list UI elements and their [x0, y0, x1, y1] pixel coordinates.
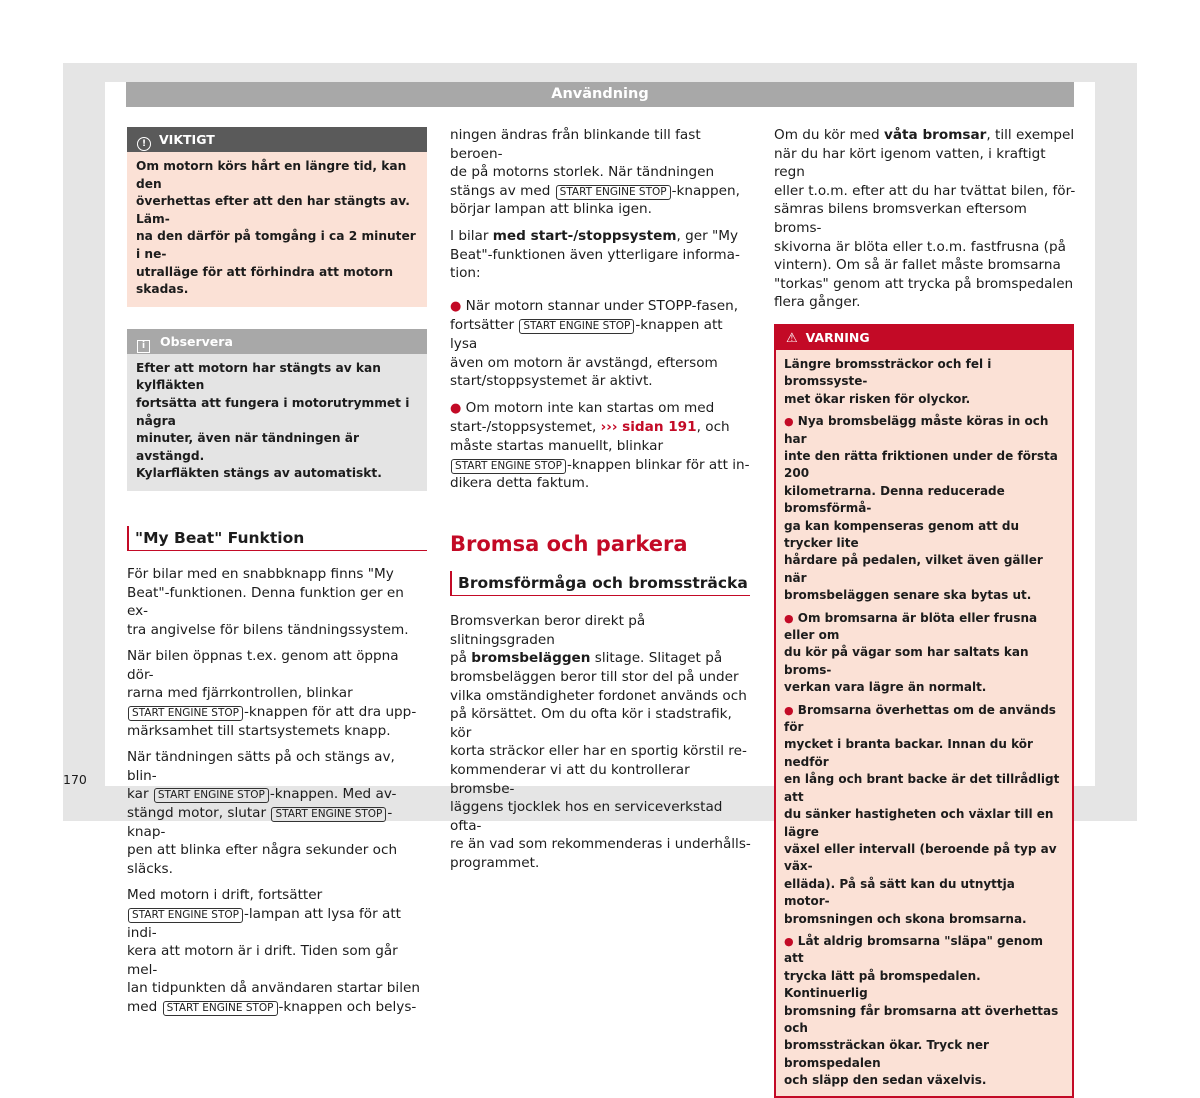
- text-line: kommenderar vi att du kontrollerar bromsbe-: [450, 762, 690, 797]
- text-line: -knap-: [127, 805, 393, 840]
- col2-paragraph-3: [450, 612, 752, 872]
- text-line: korta sträckor eller har en sportig körstil re-: [450, 743, 747, 760]
- text-line: När bilen öppnas t.ex. genom att öppna dör-: [127, 648, 399, 683]
- start-engine-stop-key: START ENGINE STOP: [163, 1001, 278, 1016]
- text-line: börjar lampan att blinka igen.: [450, 201, 652, 218]
- varning-bullet-3: [784, 702, 1064, 928]
- bullet-icon: ●: [784, 611, 794, 625]
- text-line: stängs av med: [450, 182, 551, 199]
- text-line: utralläge för att förhindra att motorn skadas.: [136, 264, 394, 297]
- start-engine-stop-key: START ENGINE STOP: [271, 807, 386, 822]
- exclamation-circle-icon: !: [137, 137, 151, 151]
- bullet-icon: ●: [784, 934, 794, 948]
- text-line: , och: [696, 419, 730, 436]
- mybeat-paragraph-2: [127, 647, 427, 740]
- observera-text: [127, 354, 427, 491]
- text-line: tra angivelse för bilens tändningssystem.: [127, 621, 409, 638]
- info-icon: i: [137, 340, 150, 353]
- text-line: met ökar risken för olyckor.: [784, 391, 971, 406]
- text-line: de på motorns storlek. När tändningen: [450, 164, 715, 181]
- text-line: re än vad som rekommenderas i underhålls-: [450, 836, 751, 853]
- text-line: programmet.: [450, 855, 540, 871]
- text-line: släcks.: [127, 860, 173, 877]
- viktigt-header: [127, 127, 427, 152]
- text-line: fortsätter: [450, 317, 515, 334]
- text-line: start/stoppsystemet är aktivt.: [450, 373, 653, 390]
- bold-text: med start-/stoppsystem: [492, 227, 677, 244]
- start-engine-stop-key: START ENGINE STOP: [519, 319, 634, 334]
- text-line: vilka omständigheter fordonet används och: [450, 687, 747, 704]
- start-engine-stop-key: START ENGINE STOP: [556, 185, 671, 200]
- text-line: I bilar: [450, 227, 493, 244]
- text-line: ningen ändras från blinkande till fast beroen-: [450, 127, 701, 162]
- varning-title: VARNING: [805, 329, 870, 345]
- text-line: Efter att motorn har stängts av kan kylfläkten: [136, 360, 381, 393]
- text-line: inte den rätta friktionen under de första 200: [784, 448, 1058, 481]
- text-line: eller t.o.m. efter att du har tvättat bilen, för-: [774, 182, 1076, 199]
- text-line: dikera detta faktum.: [450, 475, 590, 492]
- varning-header: [776, 326, 1072, 350]
- text-line: , till exempel: [986, 127, 1075, 143]
- text-line: -knappen. Med av-: [269, 786, 397, 803]
- bullet-icon: ●: [784, 415, 794, 429]
- text-line: , ger "My: [676, 227, 739, 244]
- varning-intro: [784, 356, 1064, 408]
- section-header-bar: [126, 82, 1074, 107]
- start-engine-stop-key: START ENGINE STOP: [451, 459, 566, 474]
- text-line: sämras bilens bromsverkan eftersom broms-: [774, 201, 1027, 236]
- col2-bullet-1: [450, 297, 752, 391]
- text-line: pen att blinka efter några sekunder och: [127, 842, 398, 859]
- text-line: och släpp den sedan växelvis.: [784, 1073, 987, 1088]
- varning-bullet-2: [784, 610, 1064, 697]
- text-line: fortsätta att fungera i motorutrymmet i några: [136, 395, 410, 428]
- text-line: na den därför på tomgång i ca 2 minuter i ne-: [136, 229, 416, 261]
- text-line: -knappen att lysa: [450, 317, 723, 352]
- text-line: kar: [127, 786, 149, 803]
- text-line: skivorna är blöta eller t.o.m. fastfrusna (på: [774, 238, 1066, 255]
- text-line: -knappen för att dra upp-: [243, 704, 417, 721]
- text-line: du kör på vägar som har saltats kan broms-: [784, 645, 1029, 677]
- text-line: måste startas manuellt, blinkar: [450, 437, 664, 454]
- column-3: [774, 126, 1076, 1098]
- page-number: 170: [63, 772, 87, 787]
- bullet-icon: ●: [450, 298, 462, 314]
- text-line: på körsättet. Om du ofta kör i stadstrafik, kör: [450, 706, 732, 741]
- text-line: slitage. Slitaget på: [590, 650, 723, 667]
- text-line: För bilar med en snabbknapp finns "My: [127, 565, 394, 582]
- text-line: -knappen blinkar för att in-: [566, 456, 750, 473]
- text-line: Beat"-funktionen. Denna funktion ger en ex-: [127, 584, 404, 620]
- text-line: på: [450, 650, 472, 667]
- text-line: verkan vara lägre än normalt.: [784, 680, 987, 695]
- text-line: rarna med fjärrkontrollen, blinkar: [127, 685, 353, 702]
- mybeat-heading: "My Beat" Funktion: [127, 526, 427, 551]
- text-line: -knappen,: [671, 182, 740, 199]
- chapter-title: Bromsa och parkera: [450, 531, 688, 556]
- text-line: Om motorn inte kan startas om med: [465, 399, 715, 416]
- text-line: när du har kört igenom vatten, i kraftigt regn: [774, 145, 1046, 181]
- text-line: hårdare på pedalen, vilket även gäller när: [784, 553, 1043, 585]
- text-line: du sänker hastigheten och växlar till en lägre: [784, 807, 1054, 839]
- text-line: bromssträckan ökar. Tryck ner bromspedalen: [784, 1038, 989, 1070]
- text-line: Kylarfläkten stängs av automatiskt.: [136, 466, 382, 481]
- text-line: överhettas efter att den har stängts av. Läm-: [136, 194, 410, 226]
- text-line: tion:: [450, 265, 481, 282]
- text-line: När tändningen sätts på och stängs av, blin-: [127, 749, 395, 784]
- varning-text: [776, 350, 1072, 1096]
- bullet-icon: ●: [450, 400, 462, 416]
- text-line: -knappen och belys-: [278, 998, 417, 1015]
- observera-header: [127, 329, 427, 354]
- text-line: vintern). Om så är fallet måste bromsarna: [774, 257, 1061, 274]
- col3-paragraph: [774, 126, 1076, 312]
- page-reference-link[interactable]: ››› sidan 191: [600, 419, 697, 436]
- mybeat-paragraph-4: [127, 886, 427, 1016]
- text-line: Bromsverkan beror direkt på slitningsgraden: [450, 613, 646, 648]
- col2-paragraph-1: [450, 126, 752, 219]
- warning-triangle-icon: ⚠: [786, 330, 798, 346]
- varning-box: [774, 324, 1074, 1098]
- text-line: Om bromsarna är blöta eller frusna eller om: [784, 610, 1038, 643]
- column-2: [450, 126, 752, 881]
- text-line: mycket i branta backar. Innan du kör nedför: [784, 737, 1033, 769]
- col2-paragraph-2: [450, 227, 752, 283]
- text-line: bromsbeläggen senare ska bytas ut.: [784, 588, 1032, 603]
- start-engine-stop-key: START ENGINE STOP: [154, 788, 269, 803]
- text-line: växel eller intervall (beroende på typ av väx-: [784, 841, 1057, 874]
- mybeat-paragraph-3: [127, 748, 427, 878]
- text-line: Om du kör med: [774, 127, 884, 143]
- bold-text: våta bromsar: [884, 127, 987, 143]
- text-line: en lång och brant backe är det tillrådligt att: [784, 772, 1060, 804]
- bullet-icon: ●: [784, 703, 794, 717]
- varning-bullet-1: [784, 413, 1064, 604]
- text-line: minuter, även när tändningen är avstängd.: [136, 431, 360, 463]
- text-line: -lampan att lysa för att indi-: [127, 906, 401, 941]
- text-line: Längre bromssträckor och fel i bromssyste-: [784, 356, 992, 389]
- text-line: kera att motorn är i drift. Tiden som går mel-: [127, 943, 398, 978]
- text-line: Om motorn körs hårt en längre tid, kan den: [136, 159, 407, 191]
- text-line: Bromsarna överhettas om de används för: [784, 702, 1056, 735]
- text-line: även om motorn är avstängd, eftersom: [450, 354, 718, 371]
- text-line: stängd motor, slutar: [127, 805, 267, 822]
- text-line: "torkas" genom att trycka på bromspedalen: [774, 275, 1074, 292]
- col2-bullet-2: [450, 399, 752, 493]
- text-line: bromsningen och skona bromsarna.: [784, 911, 1027, 926]
- column-1: [127, 127, 427, 1025]
- text-line: När motorn stannar under STOPP-fasen,: [465, 297, 739, 314]
- viktigt-title: VIKTIGT: [159, 132, 215, 147]
- text-line: Beat"-funktionen även ytterligare informa-: [450, 246, 740, 263]
- section-heading: Bromsförmåga och bromssträcka: [450, 571, 750, 596]
- text-line: Nya bromsbelägg måste köras in och har: [784, 414, 1049, 446]
- observera-box: [127, 329, 427, 491]
- observera-title: Observera: [160, 333, 233, 349]
- start-engine-stop-key: START ENGINE STOP: [128, 908, 243, 923]
- start-engine-stop-key: START ENGINE STOP: [128, 706, 243, 721]
- header-title: Användning: [551, 86, 649, 102]
- text-line: Låt aldrig bromsarna "släpa" genom att: [784, 933, 1044, 966]
- text-line: med: [127, 998, 158, 1015]
- text-line: ga kan kompenseras genom att du trycker lite: [784, 518, 1020, 550]
- varning-bullet-4: [784, 933, 1064, 1090]
- text-line: flera gånger.: [774, 294, 861, 311]
- text-line: märksamhet till startsystemets knapp.: [127, 722, 391, 739]
- text-line: bromsbeläggen beror till stor del på under: [450, 669, 739, 686]
- text-line: start-/stoppsystemet,: [450, 419, 601, 436]
- bold-text: bromsbeläggen: [471, 650, 591, 667]
- text-line: läggens tjocklek hos en serviceverkstad ofta-: [450, 799, 723, 834]
- text-line: bromsning får bromsarna att överhettas och: [784, 1003, 1059, 1035]
- text-line: lan tidpunkten då användaren startar bilen: [127, 980, 420, 997]
- viktigt-text: [127, 152, 427, 307]
- viktigt-box: [127, 127, 427, 307]
- mybeat-paragraph-1: [127, 565, 427, 639]
- text-line: Med motorn i drift, fortsätter: [127, 887, 323, 904]
- text-line: elläda). På så sätt kan du utnyttja motor-: [784, 876, 1015, 909]
- text-line: kilometrarna. Denna reducerade bromsförmå-: [784, 483, 1005, 516]
- text-line: trycka lätt på bromspedalen. Kontinuerlig: [784, 968, 981, 1001]
